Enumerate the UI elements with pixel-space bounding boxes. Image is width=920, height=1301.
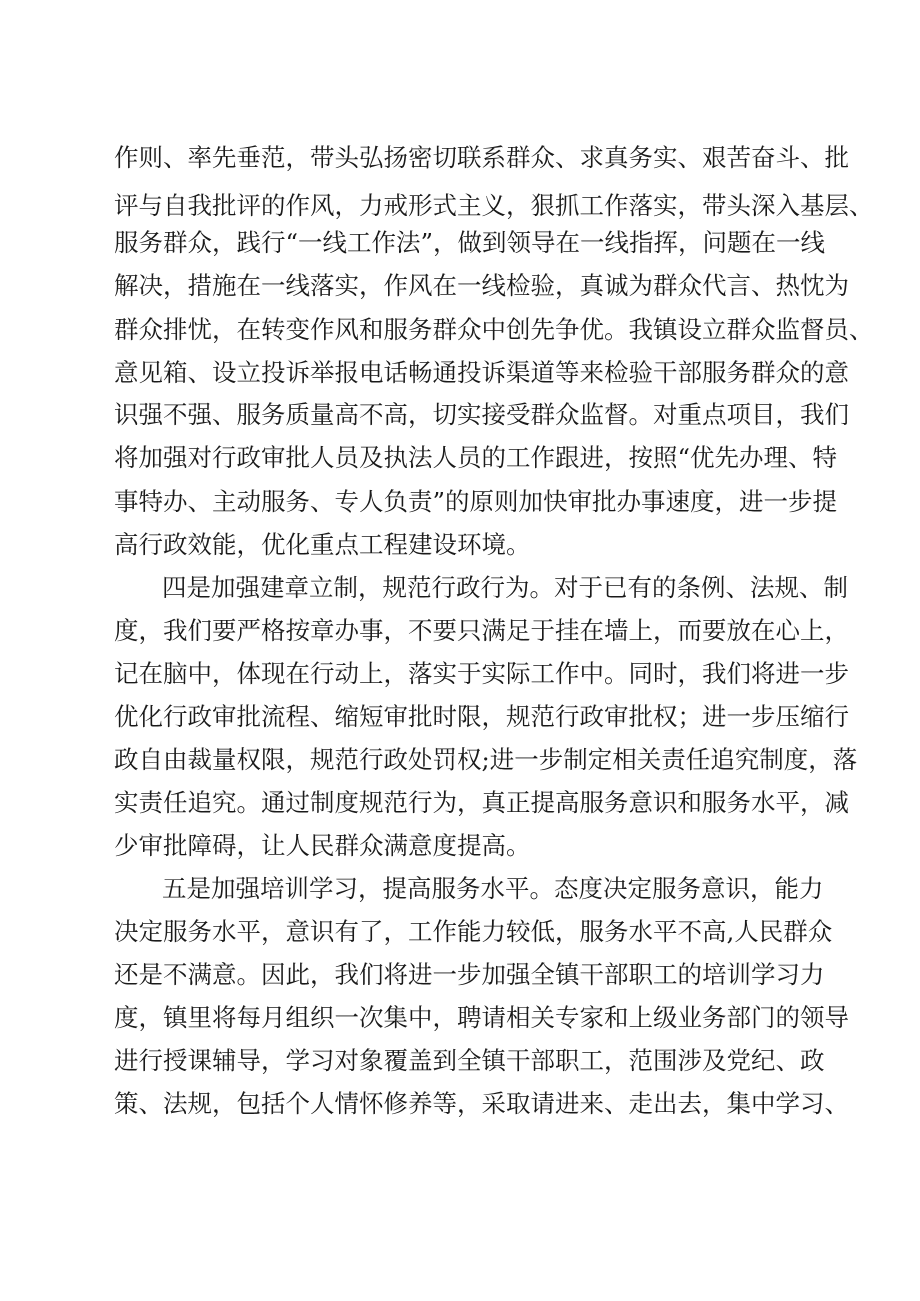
text-line: 实责任追究。通过制度规范行为，真正提高服务意识和服务水平，减	[114, 788, 849, 817]
text-line: 事特办、主动服务、专人负责”的原则加快审批办事速度，进一步提	[114, 487, 838, 516]
text-line: 进行授课辅导，学习对象覆盖到全镇干部职工，范围涉及党纪、政	[114, 1046, 825, 1075]
text-line: 服务群众，践行“一线工作法”，做到领导在一线指挥，问题在一线	[114, 228, 826, 257]
text-line: 决定服务水平，意识有了，工作能力较低，服务水平不高,人民群众	[114, 917, 833, 946]
text-line: 优化行政审批流程、缩短审批时限，规范行政审批权；进一步压缩行	[114, 702, 849, 731]
text-line: 识强不强、服务质量高不高，切实接受群众监督。对重点项目，我们	[114, 400, 849, 429]
text-line: 少审批障碍，让人民群众满意度提高。	[114, 831, 531, 860]
text-line: 高行政效能，优化重点工程建设环境。	[114, 530, 531, 559]
paragraph-start-line: 五是加强培训学习，提高服务水平。态度决定服务意识，能力	[162, 874, 824, 903]
text-line: 群众排忧，在转变作风和服务群众中创先争优。我镇设立群众监督员、	[114, 315, 874, 344]
text-line: 意见箱、设立投诉举报电话畅通投诉渠道等来检验干部服务群众的意	[114, 358, 849, 387]
text-line: 将加强对行政审批人员及执法人员的工作跟进，按照“优先办理、特	[114, 443, 838, 472]
text-line: 政自由裁量权限，规范行政处罚权;进一步制定相关责任追究制度，落	[114, 745, 858, 774]
paragraph-start-line: 四是加强建章立制，规范行政行为。对于已有的条例、法规、制	[162, 573, 848, 602]
text-line: 解决，措施在一线落实，作风在一线检验，真诚为群众代言、热忱为	[114, 271, 849, 300]
text-line: 还是不满意。因此，我们将进一步加强全镇干部职工的培训学习力	[114, 960, 825, 989]
text-line: 度，镇里将每月组织一次集中，聘请相关专家和上级业务部门的领导	[114, 1003, 849, 1032]
text-line: 记在脑中，体现在行动上，落实于实际工作中。同时，我们将进一步	[114, 659, 849, 688]
text-line: 策、法规，包括个人情怀修养等，采取请进来、走出去，集中学习、	[114, 1089, 849, 1118]
text-line: 评与自我批评的作风，力戒形式主义，狠抓工作落实，带头深入基层、	[114, 191, 874, 220]
text-line: 作则、率先垂范，带头弘扬密切联系群众、求真务实、艰苦奋斗、批	[114, 143, 849, 172]
text-line: 度，我们要严格按章办事，不要只满足于挂在墙上，而要放在心上，	[114, 616, 849, 645]
